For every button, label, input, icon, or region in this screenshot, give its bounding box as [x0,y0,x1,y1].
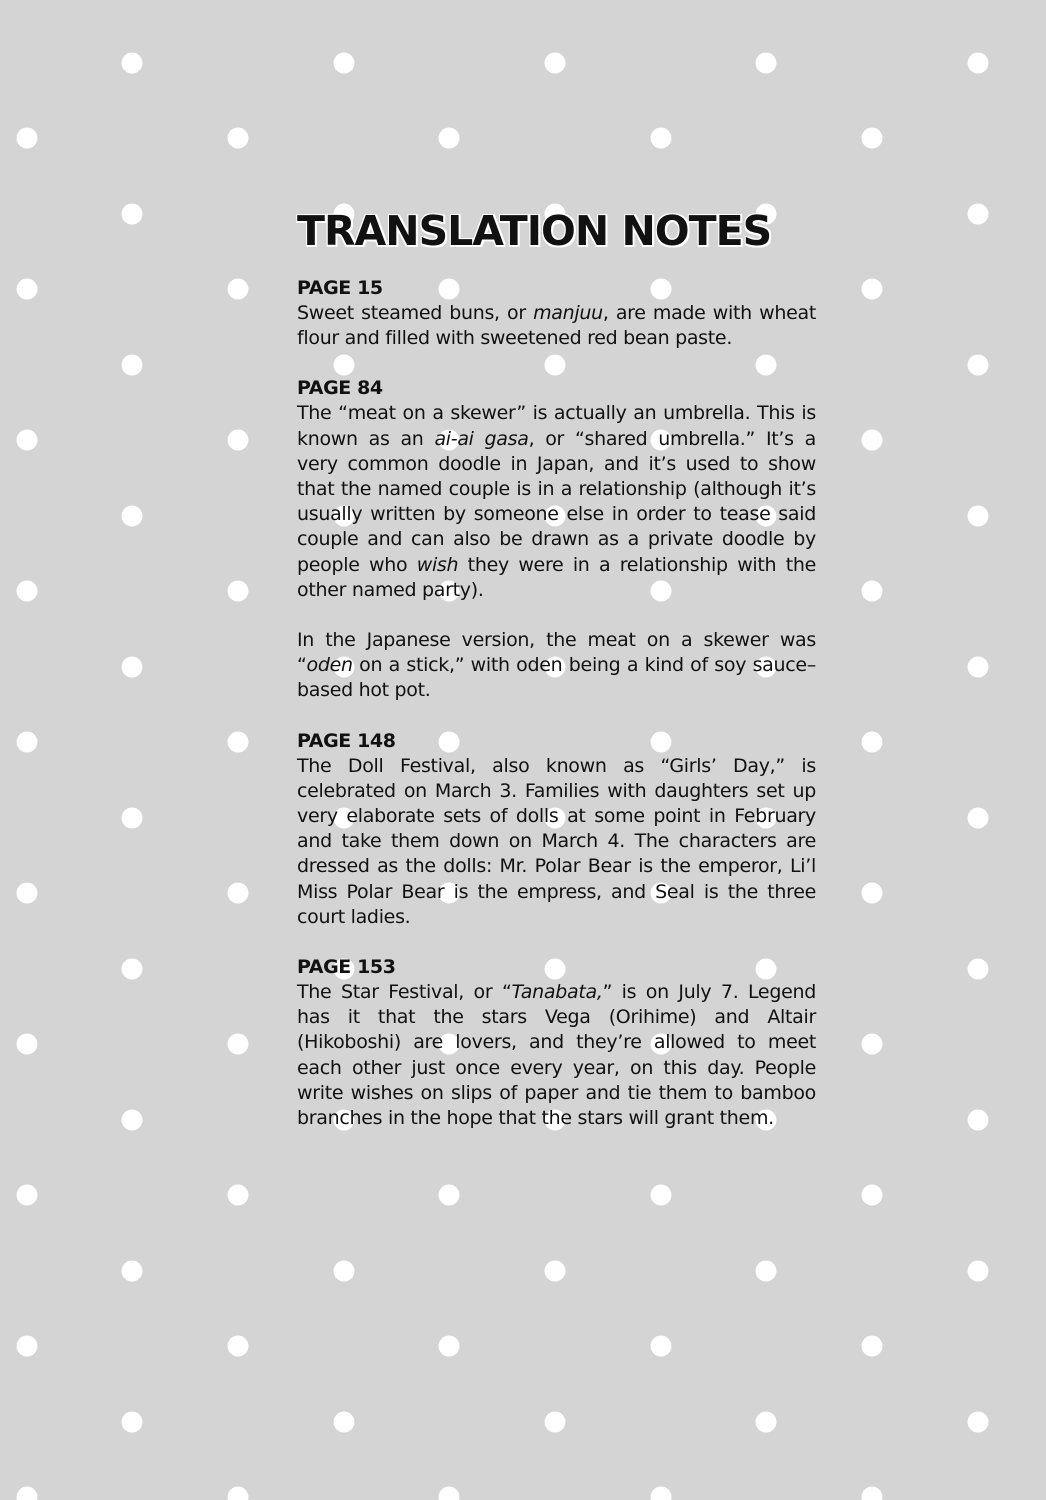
dot [228,1336,249,1357]
dot [122,1412,143,1433]
dot [545,1412,566,1433]
note-paragraph [297,301,816,351]
dot [122,959,143,980]
dot [968,506,989,527]
dot [17,279,38,300]
dot [862,581,883,602]
text-run: on a stick,” with oden being a kind of soy sauce–based hot pot. [297,654,816,702]
dot [651,1487,672,1500]
note-paragraph [297,628,816,704]
dot [228,1185,249,1206]
text-run: The Doll Festival, also known as “Girls’ Day,” is celebrated on March 3. Families with daughters set up very elaborate sets of dolls at some point in February and take them down on March 4. The characters are dressed as the dolls: Mr. Polar Bear is the emperor, Li’l Miss Polar Bear is the empress, and Seal is the three court ladies. [297,754,816,928]
dot [862,1487,883,1500]
dot [968,1110,989,1131]
text-run: The Star Festival, or “ [297,981,512,1004]
dot [228,581,249,602]
dot [968,657,989,678]
dot [228,128,249,149]
dot [968,355,989,376]
dot [545,1261,566,1282]
dot [862,883,883,904]
dot [756,53,777,74]
dot [17,581,38,602]
dot [122,808,143,829]
dot [862,279,883,300]
dot [122,204,143,225]
dot [228,1034,249,1055]
italic-term: ai-ai gasa [434,427,529,450]
italic-term: wish [416,553,459,576]
dot [17,732,38,753]
note-heading: PAGE 153 [297,956,396,979]
dot [862,430,883,451]
dot [17,1336,38,1357]
note-paragraph [297,401,816,603]
italic-term: oden [306,654,353,677]
dot [228,883,249,904]
dot [545,53,566,74]
note-heading: PAGE 84 [297,377,383,400]
dot [17,1487,38,1500]
dot [334,1261,355,1282]
dot [17,128,38,149]
dot [122,355,143,376]
dot [756,1412,777,1433]
dot [17,1185,38,1206]
dot [968,53,989,74]
notes-list [297,276,816,1131]
dot [862,1336,883,1357]
text-run: ” is on July 7. Legend has it that the stars Vega (Orihime) and Altair (Hikoboshi) are lovers, and they’re allowed to meet each other just once every year, on this day. People write wishes on slips of paper and tie them to bamboo branches in the hope that the stars will grant them. [297,981,816,1130]
note-heading: PAGE 15 [297,277,383,299]
dot [334,53,355,74]
note-section [297,955,816,1131]
dot [17,430,38,451]
dot [228,732,249,753]
dot [334,1412,355,1433]
dot [228,430,249,451]
dot [862,732,883,753]
italic-term: manjuu [533,302,603,324]
dot [122,657,143,678]
dot [228,279,249,300]
italic-term: Tanabata, [511,981,603,1004]
dot [756,1261,777,1282]
note-heading: PAGE 148 [297,729,396,752]
note-section [297,276,816,351]
dot [17,1034,38,1055]
text-run: , or “shared umbrella.” It’s a very common doodle in Japan, and it’s used to show that the named couple is in a relationship (although it’s usually written by someone else in order to tease said couple and can also be drawn as a private doodle by people who [297,427,816,576]
dot [862,128,883,149]
text-run: , are made with wheat flour and filled with sweetened red bean paste. [297,302,816,350]
dot [439,1185,460,1206]
dot [439,1487,460,1500]
dot [651,128,672,149]
note-section [297,376,816,703]
dot [651,1336,672,1357]
dot [968,808,989,829]
dot [122,1110,143,1131]
text-run: The “meat on a skewer” is actually an umbrella. This is known as an [297,402,816,450]
dot [439,1336,460,1357]
page-title: TRANSLATION NOTES [297,207,772,255]
dot [228,1487,249,1500]
dot [968,1412,989,1433]
note-section [297,729,816,930]
note-paragraph [297,754,816,930]
translation-notes [297,206,816,1156]
dot [968,959,989,980]
dot [439,128,460,149]
dot [122,1261,143,1282]
text-run: Sweet steamed buns, or [297,302,534,324]
dot [122,53,143,74]
dot [651,1185,672,1206]
text-run: they were in a relationship with the other named party). [297,553,816,601]
dot [862,1034,883,1055]
dot [968,204,989,225]
note-paragraph [297,980,816,1131]
dot [17,883,38,904]
text-run: In the Japanese version, the meat on a skewer was “ [297,629,816,677]
dot [862,1185,883,1206]
dot [122,506,143,527]
dot [968,1261,989,1282]
